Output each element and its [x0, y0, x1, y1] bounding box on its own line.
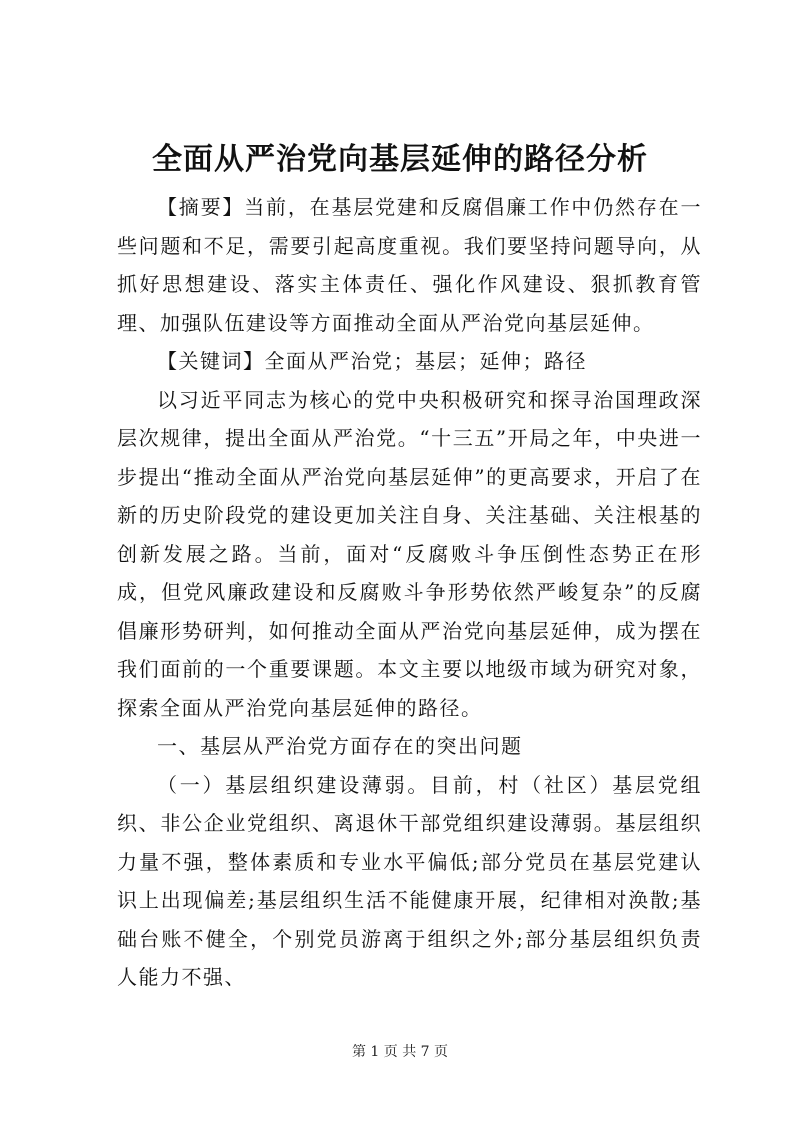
document-body: [117, 188, 702, 997]
document-title: 全面从严治党向基层延伸的路径分析: [152, 142, 648, 177]
body-paragraph: （一）基层组织建设薄弱。目前，村（社区）基层党组织、非公企业党组织、离退休干部党组织建设薄弱。基层组织力量不强，整体素质和专业水平偏低;部分党员在基层党建认识上出现偏差;基层组织生活不能健康开展，纪律相对涣散;基础台账不健全，个别党员游离于组织之外;部分基层组织负责人能力不强、: [117, 772, 702, 989]
keywords-paragraph: 【关键词】全面从严治党；基层；延伸；路径: [157, 349, 587, 373]
page-footer: 第 1 页 共 7 页: [351, 1044, 449, 1060]
section-heading: 一、基层从严治党方面存在的突出问题: [157, 734, 523, 758]
abstract-paragraph: 【摘要】当前，在基层党建和反腐倡廉工作中仍然存在一些问题和不足，需要引起高度重视。我们要坚持问题导向，从抓好思想建设、落实主体责任、强化作风建设、狠抓教育管理、加强队伍建设等方面推动全面从严治党向基层延伸。: [117, 195, 702, 335]
intro-paragraph: 以习近平同志为核心的党中央积极研究和探寻治国理政深层次规律，提出全面从严治党。“十三五”开局之年，中央进一步提出“推动全面从严治党向基层延伸”的更高要求，开启了在新的历史阶段党的建设更加关注自身、关注基础、关注根基的创新发展之路。当前，面对“反腐败斗争压倒性态势正在形成，但党风廉政建设和反腐败斗争形势依然严峻复杂”的反腐倡廉形势研判，如何推动全面从严治党向基层延伸，成为摆在我们面前的一个重要课题。本文主要以地级市域为研究对象，探索全面从严治党向基层延伸的路径。: [117, 387, 702, 720]
